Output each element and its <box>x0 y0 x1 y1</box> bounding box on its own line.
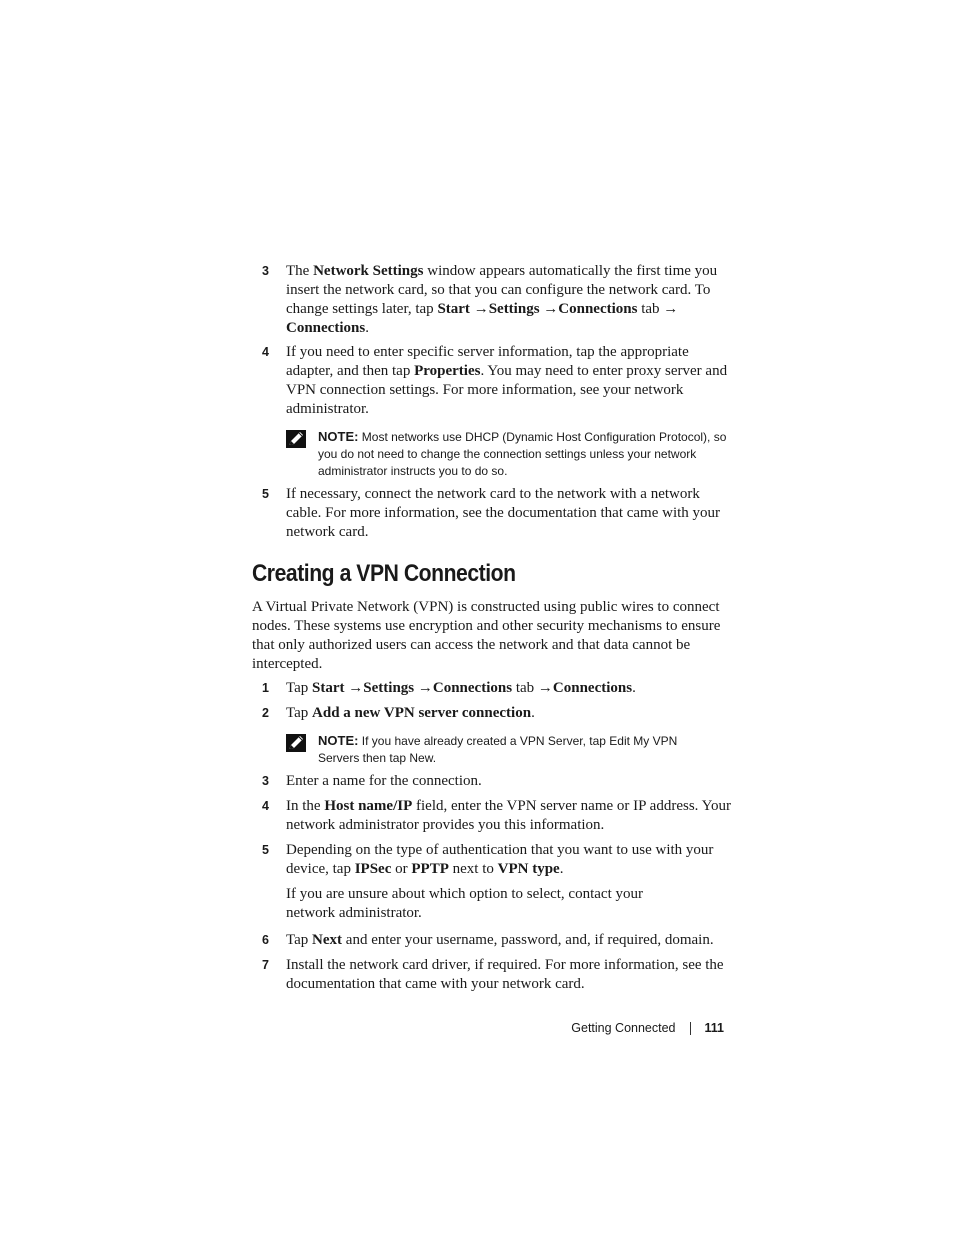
step-number: 3 <box>262 774 269 788</box>
list-item <box>262 262 732 338</box>
step-number: 3 <box>262 264 269 278</box>
list-item <box>262 956 732 994</box>
step-number: 6 <box>262 933 269 947</box>
step-text: If you need to enter specific server information, tap the appropriate adapter, and then tap Properties. You may need to enter proxy server and VPN connection settings. For more information, see your network administrator. <box>286 344 728 417</box>
step-text: The Network Settings window appears automatically the first time you insert the network card, so that you can configure the network card. To change settings later, tap Start →Settings →Connections tab → Connections. <box>286 263 718 336</box>
note-block <box>286 732 706 767</box>
step-number: 4 <box>262 799 269 813</box>
step-text: Tap Start →Settings →Connections tab →Connections. <box>286 680 636 696</box>
page-number: 111 <box>704 1021 724 1035</box>
note-text: NOTE: If you have already created a VPN Server, tap Edit My VPN Servers then tap New. <box>318 733 678 765</box>
pencil-note-icon <box>286 430 306 448</box>
list-item <box>262 772 732 791</box>
intro-paragraph: A Virtual Private Network (VPN) is constructed using public wires to connect nodes. These systems use encryption and other security mechanisms to ensure that only authorized users can access the network and that data cannot be intercepted. <box>252 599 721 672</box>
step-number: 2 <box>262 706 269 720</box>
step-text: Tap Next and enter your username, password, and, if required, domain. <box>286 932 714 948</box>
step-text: If necessary, connect the network card to the network with a network cable. For more information, see the documentation that came with your network card. <box>286 486 721 540</box>
footer-divider <box>690 1022 691 1035</box>
list-item <box>262 485 732 542</box>
page-footer <box>571 1021 724 1035</box>
pencil-note-icon <box>286 734 306 752</box>
step-number: 4 <box>262 345 269 359</box>
list-item <box>262 679 732 698</box>
note-block <box>286 428 736 480</box>
note-text: NOTE: Most networks use DHCP (Dynamic Host Configuration Protocol), so you do not need to change the connection settings unless your network administrator instructs you to do so. <box>318 429 727 478</box>
list-item <box>262 841 732 879</box>
section-heading: Creating a VPN Connection <box>252 560 516 587</box>
list-item <box>262 797 732 835</box>
step-number: 7 <box>262 958 269 972</box>
step-number: 5 <box>262 487 269 501</box>
step-sub-paragraph: If you are unsure about which option to select, contact your network administrator. <box>286 886 643 921</box>
step-text: In the Host name/IP field, enter the VPN server name or IP address. Your network administrator provides you this information. <box>286 798 731 833</box>
step-text: Enter a name for the connection. <box>286 773 482 789</box>
list-item <box>262 931 732 950</box>
step-text: Depending on the type of authentication that you want to use with your device, tap IPSec or PPTP next to VPN type. <box>286 842 714 877</box>
step-number: 1 <box>262 681 269 695</box>
list-item <box>262 704 732 723</box>
step-text: Install the network card driver, if required. For more information, see the documentation that came with your network card. <box>286 957 724 992</box>
step-text: Tap Add a new VPN server connection. <box>286 705 535 721</box>
step-number: 5 <box>262 843 269 857</box>
footer-section-title: Getting Connected <box>571 1021 676 1035</box>
list-item <box>262 343 732 419</box>
